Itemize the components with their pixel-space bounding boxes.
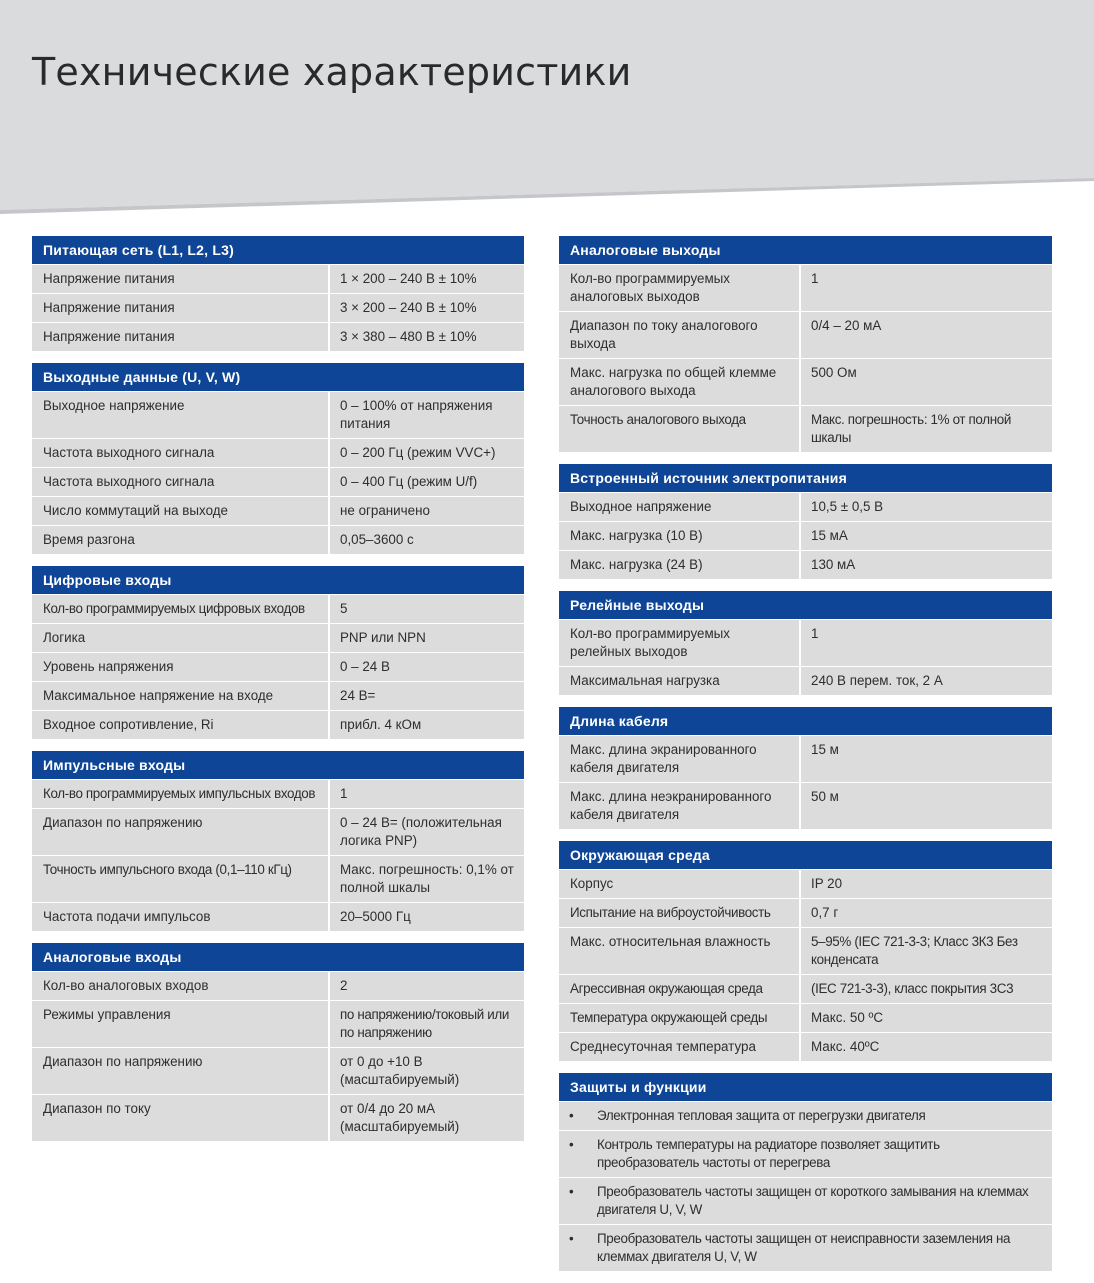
list-item — [559, 1131, 1052, 1177]
table-row — [32, 1048, 524, 1094]
section-title: Импульсные входы — [32, 751, 524, 779]
row-label: Корпус — [570, 876, 614, 891]
bullet: • — [569, 1231, 574, 1246]
row-value: PNP или NPN — [328, 624, 524, 652]
row-value: от 0 до +10 В (масштабируемый) — [328, 1048, 524, 1094]
section-title: Питающая сеть (L1, L2, L3) — [32, 236, 524, 264]
section-title: Длина кабеля — [559, 707, 1052, 735]
row-value: 5 — [328, 595, 524, 623]
table-row — [32, 497, 524, 525]
row-value: 0,05–3600 с — [328, 526, 524, 554]
section-relay-outputs — [559, 591, 1052, 695]
table-row — [32, 1095, 524, 1141]
list-item-text: Контроль температуры на радиаторе позволяет защитить преобразователь частоты от перегрева — [597, 1137, 940, 1170]
list-item-text: Электронная тепловая защита от перегрузки двигателя — [597, 1108, 926, 1123]
table-row — [559, 620, 1052, 666]
list-item — [559, 1178, 1052, 1224]
row-value: 3 × 200 – 240 В ± 10% — [328, 294, 524, 322]
row-label: Режимы управления — [43, 1007, 171, 1022]
row-label: Напряжение питания — [43, 300, 175, 315]
table-row — [32, 468, 524, 496]
section-cable-length — [559, 707, 1052, 829]
row-value: от 0/4 до 20 мА (масштабируемый) — [328, 1095, 524, 1141]
section-title: Релейные выходы — [559, 591, 1052, 619]
row-label: Макс. нагрузка (10 В) — [570, 528, 703, 543]
row-value: прибл. 4 кОм — [328, 711, 524, 739]
list-item — [559, 1225, 1052, 1271]
table-row — [559, 312, 1052, 358]
row-label: Температура окружающей среды — [570, 1010, 768, 1025]
table-row — [559, 899, 1052, 927]
row-value: 0 – 400 Гц (режим U/f) — [328, 468, 524, 496]
row-label: Испытание на виброустойчивость — [570, 905, 771, 920]
row-value: по напряжению/токовый или по напряжению — [328, 1001, 524, 1047]
row-value: 1 — [799, 265, 1052, 311]
row-value: 3 × 380 – 480 В ± 10% — [328, 323, 524, 351]
row-label: Точность импульсного входа (0,1–110 кГц) — [43, 862, 292, 877]
row-value: Макс. 40ºC — [799, 1033, 1052, 1061]
row-value: 0 – 24 В — [328, 653, 524, 681]
row-value: Макс. 50 ºC — [799, 1004, 1052, 1032]
row-label: Диапазон по напряжению — [43, 815, 203, 830]
row-label: Время разгона — [43, 532, 135, 547]
table-row — [32, 265, 524, 293]
row-value: 5–95% (IEC 721-3-3; Класс 3К3 Без конденсата — [799, 928, 1052, 974]
row-label: Диапазон по току аналогового выхода — [570, 318, 758, 351]
section-title: Аналоговые входы — [32, 943, 524, 971]
table-row — [559, 406, 1052, 452]
row-value: 0/4 – 20 мА — [799, 312, 1052, 358]
row-label: Агрессивная окружающая среда — [570, 981, 763, 996]
table-row — [32, 711, 524, 739]
section-title: Аналоговые выходы — [559, 236, 1052, 264]
section-title: Защиты и функции — [559, 1073, 1052, 1101]
section-title: Окружающая среда — [559, 841, 1052, 869]
table-row — [32, 439, 524, 467]
row-label: Максимальная нагрузка — [570, 673, 720, 688]
row-label: Среднесуточная температура — [570, 1039, 756, 1054]
row-label: Частота выходного сигнала — [43, 474, 215, 489]
row-label: Выходное напряжение — [570, 499, 712, 514]
section-analog-outputs — [559, 236, 1052, 452]
row-label: Уровень напряжения — [43, 659, 174, 674]
section-builtin-power-supply — [559, 464, 1052, 579]
row-label: Макс. длина неэкранированного кабеля двигателя — [570, 789, 772, 822]
table-row — [559, 1033, 1052, 1061]
section-environment — [559, 841, 1052, 1061]
row-value: 240 В перем. ток, 2 А — [799, 667, 1052, 695]
table-row — [32, 653, 524, 681]
section-title: Цифровые входы — [32, 566, 524, 594]
table-row — [559, 493, 1052, 521]
row-value: Макс. погрешность: 0,1% от полной шкалы — [328, 856, 524, 902]
table-row — [559, 736, 1052, 782]
row-value: не ограничено — [328, 497, 524, 525]
section-protection-functions — [559, 1073, 1052, 1271]
table-row — [559, 522, 1052, 550]
row-label: Макс. относительная влажность — [570, 934, 771, 949]
table-row — [559, 359, 1052, 405]
table-row — [32, 294, 524, 322]
row-label: Точность аналогового выхода — [570, 412, 746, 427]
table-row — [32, 780, 524, 808]
row-value: (IEC 721-3-3), класс покрытия 3С3 — [799, 975, 1052, 1003]
row-value: 1 — [328, 780, 524, 808]
list-item-text: Преобразователь частоты защищен от неисправности заземления на клеммах двигателя U, V, W — [597, 1231, 1011, 1264]
table-row — [559, 928, 1052, 974]
row-value: 1 × 200 – 240 В ± 10% — [328, 265, 524, 293]
row-value: 0 – 100% от напряжения питания — [328, 392, 524, 438]
table-row — [559, 667, 1052, 695]
row-value: Макс. погрешность: 1% от полной шкалы — [799, 406, 1052, 452]
table-row — [32, 526, 524, 554]
row-label: Макс. нагрузка (24 В) — [570, 557, 703, 572]
row-label: Кол-во программируемых релейных выходов — [570, 626, 730, 659]
right-column — [559, 236, 1052, 1283]
row-label: Кол-во аналоговых входов — [43, 978, 209, 993]
row-value: 0,7 г — [799, 899, 1052, 927]
row-value: 0 – 200 Гц (режим VVC+) — [328, 439, 524, 467]
row-label: Выходное напряжение — [43, 398, 185, 413]
row-value: IP 20 — [799, 870, 1052, 898]
row-label: Кол-во программируемых цифровых входов — [43, 601, 305, 616]
row-value: 2 — [328, 972, 524, 1000]
table-row — [32, 903, 524, 931]
table-row — [559, 551, 1052, 579]
row-label: Напряжение питания — [43, 271, 175, 286]
table-row — [32, 682, 524, 710]
row-label: Максимальное напряжение на входе — [43, 688, 274, 703]
row-value: 15 м — [799, 736, 1052, 782]
row-value: 24 В= — [328, 682, 524, 710]
row-value: 130 мА — [799, 551, 1052, 579]
row-label: Логика — [43, 630, 86, 645]
row-label: Входное сопротивление, Ri — [43, 717, 214, 732]
table-row — [559, 870, 1052, 898]
table-row — [32, 595, 524, 623]
row-label: Частота выходного сигнала — [43, 445, 215, 460]
row-label: Макс. длина экранированного кабеля двигателя — [570, 742, 757, 775]
table-row — [32, 856, 524, 902]
list-item-text: Преобразователь частоты защищен от короткого замывания на клеммах двигателя U, V, W — [597, 1184, 1029, 1217]
row-value: 50 м — [799, 783, 1052, 829]
section-output-data — [32, 363, 524, 554]
section-title: Выходные данные (U, V, W) — [32, 363, 524, 391]
row-value: 0 – 24 В= (положительная логика PNP) — [328, 809, 524, 855]
left-column — [32, 236, 524, 1153]
section-digital-inputs — [32, 566, 524, 739]
bullet: • — [569, 1184, 574, 1199]
row-value: 500 Ом — [799, 359, 1052, 405]
table-row — [32, 972, 524, 1000]
row-label: Напряжение питания — [43, 329, 175, 344]
table-row — [32, 392, 524, 438]
header-band — [0, 0, 1094, 215]
row-label: Число коммутаций на выходе — [43, 503, 228, 518]
table-row — [32, 624, 524, 652]
row-label: Частота подачи импульсов — [43, 909, 211, 924]
table-row — [559, 1004, 1052, 1032]
bullet: • — [569, 1137, 574, 1152]
table-row — [32, 1001, 524, 1047]
section-pulse-inputs — [32, 751, 524, 931]
row-label: Кол-во программируемых импульсных входов — [43, 786, 316, 801]
table-row — [32, 323, 524, 351]
row-value: 15 мА — [799, 522, 1052, 550]
row-label: Диапазон по току — [43, 1101, 151, 1116]
section-analog-inputs — [32, 943, 524, 1141]
row-value: 1 — [799, 620, 1052, 666]
bullet: • — [569, 1108, 574, 1123]
section-power-supply — [32, 236, 524, 351]
section-title: Встроенный источник электропитания — [559, 464, 1052, 492]
row-value: 20–5000 Гц — [328, 903, 524, 931]
row-value: 10,5 ± 0,5 В — [799, 493, 1052, 521]
page-title: Технические характеристики — [32, 50, 632, 94]
table-row — [559, 265, 1052, 311]
row-label: Диапазон по напряжению — [43, 1054, 203, 1069]
table-row — [559, 975, 1052, 1003]
row-label: Кол-во программируемых аналоговых выходов — [570, 271, 730, 304]
list-item — [559, 1102, 1052, 1130]
row-label: Макс. нагрузка по общей клемме аналогового выхода — [570, 365, 777, 398]
table-row — [559, 783, 1052, 829]
table-row — [32, 809, 524, 855]
